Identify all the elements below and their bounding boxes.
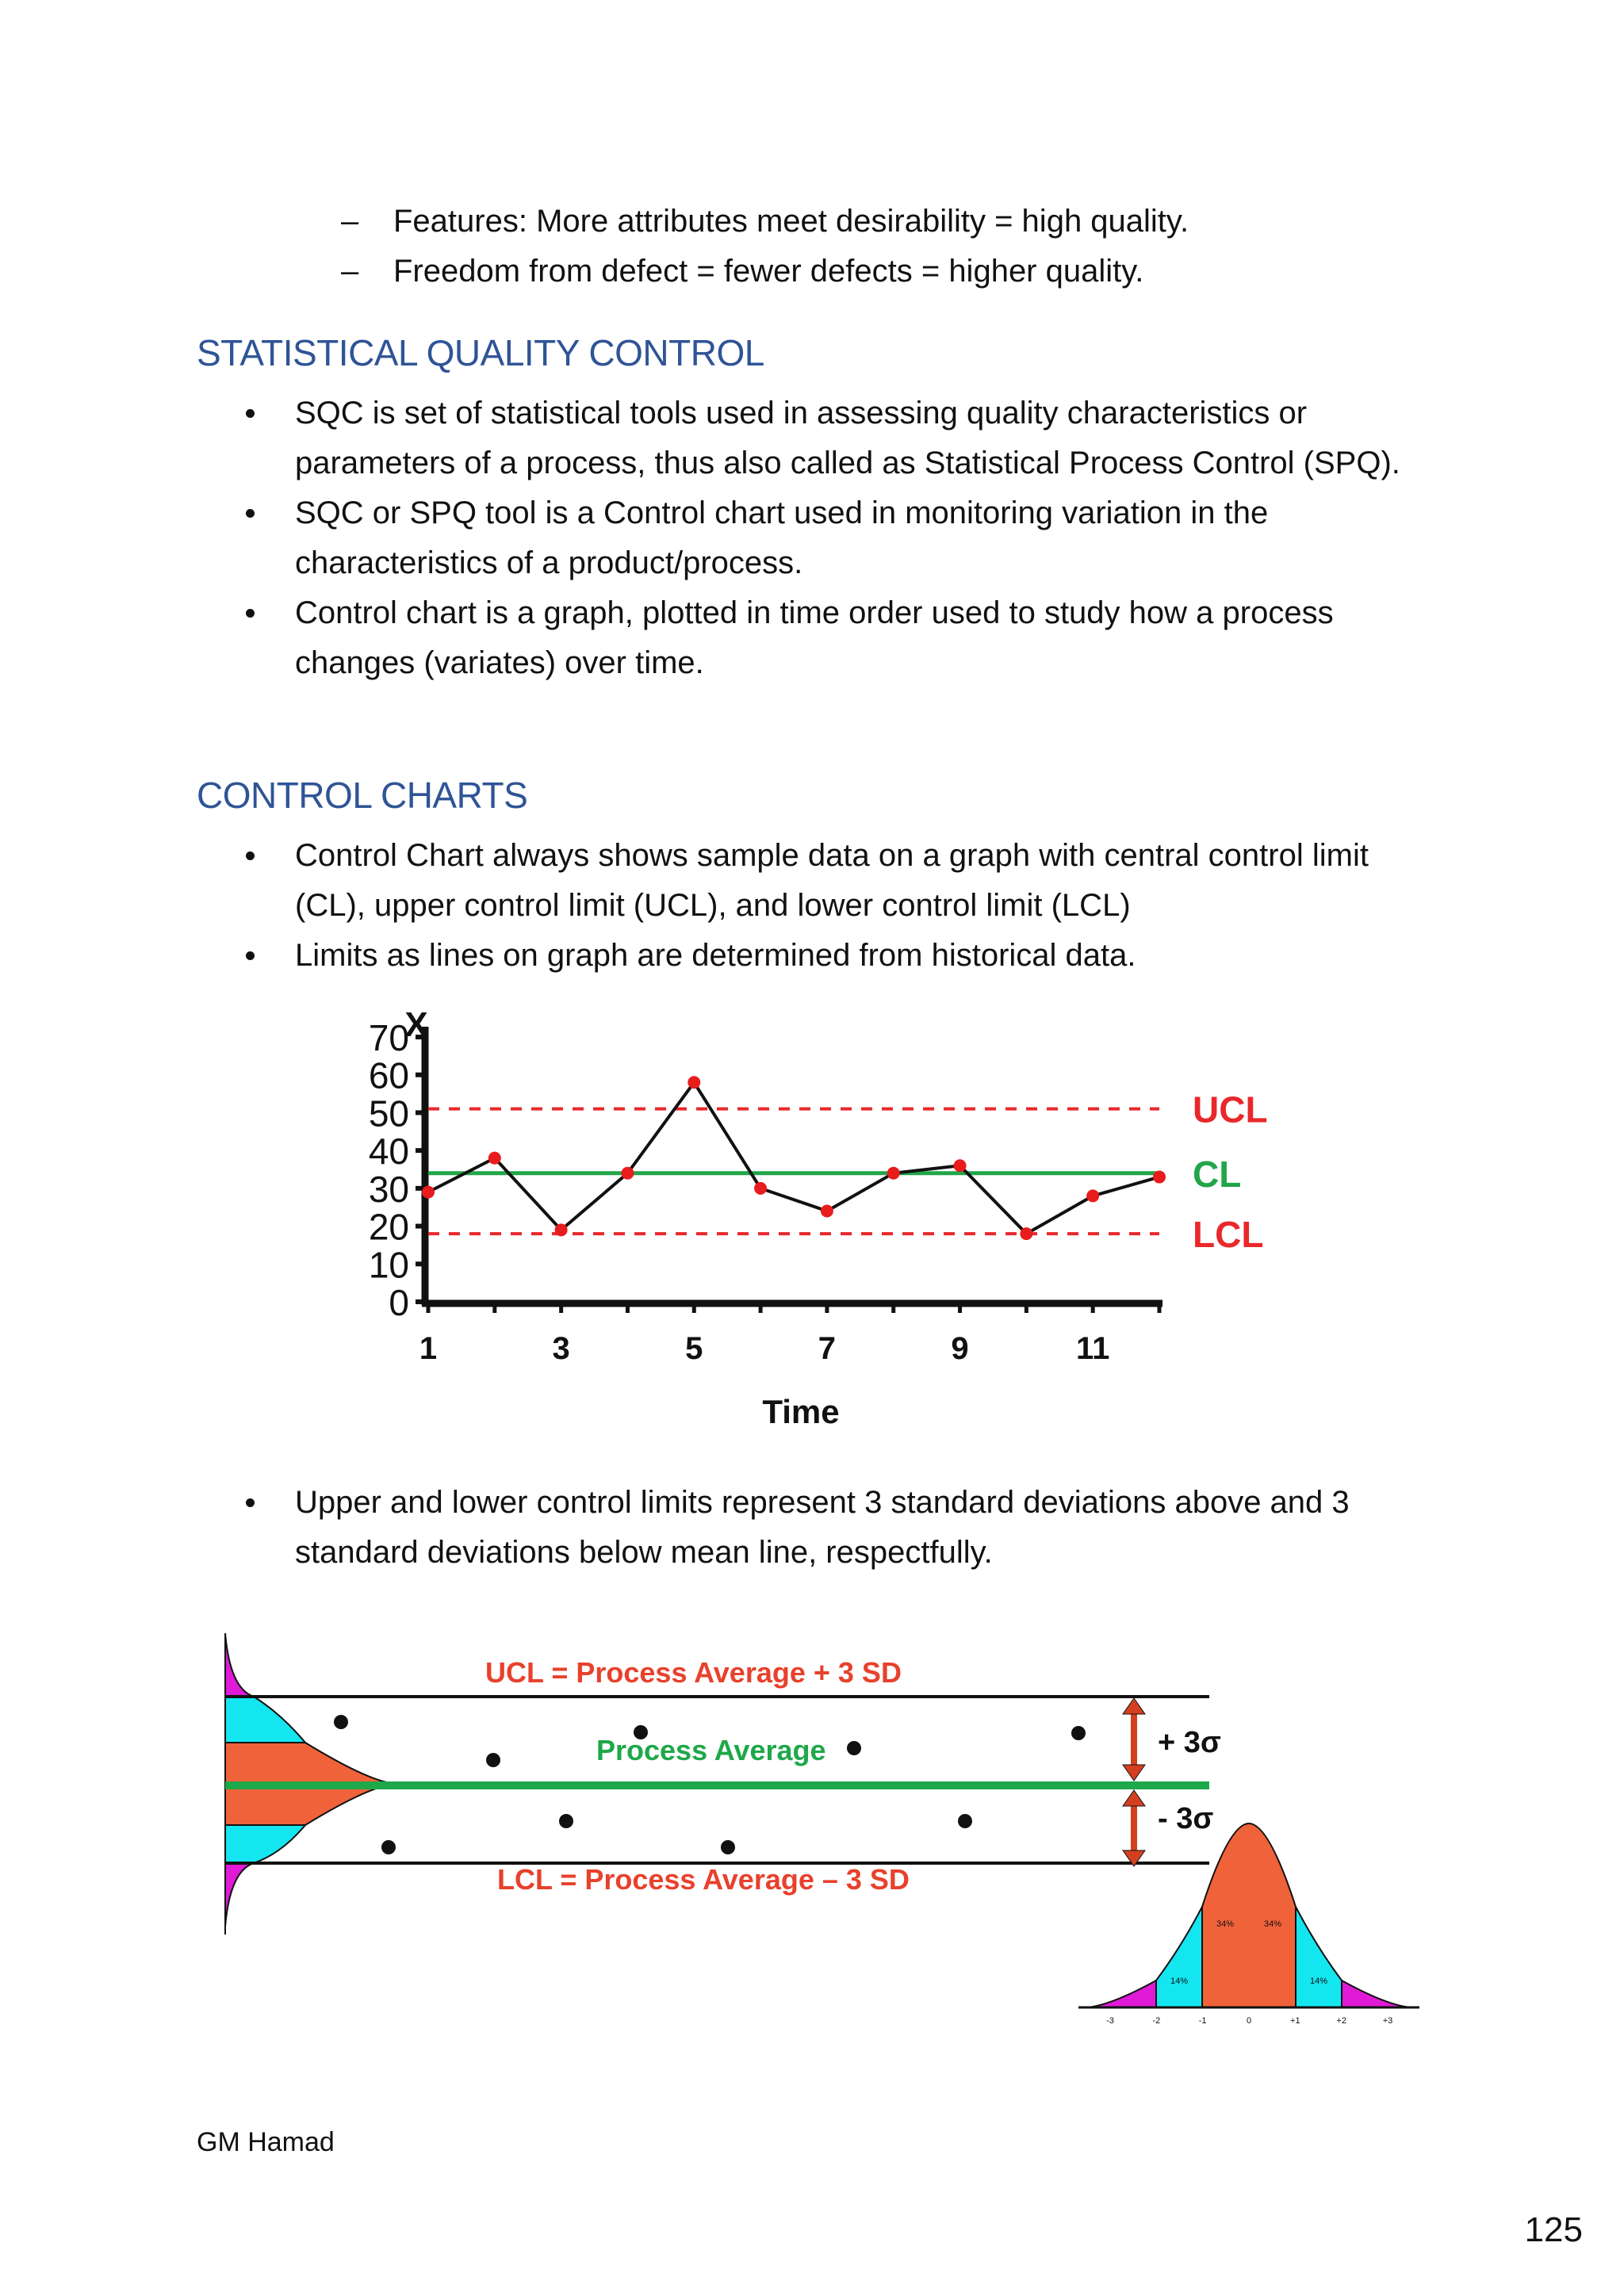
list-item: [246, 931, 1435, 981]
data-point: [754, 1182, 767, 1195]
process-average-label: Process Average: [596, 1734, 826, 1766]
x-tick-label: 5: [685, 1331, 703, 1366]
x-tick-label: 3: [552, 1331, 570, 1366]
x-tick-label: 11: [1076, 1331, 1110, 1366]
control-limit-lines: [428, 1089, 1268, 1255]
data-point: [555, 1223, 568, 1236]
list-item: [341, 197, 1451, 247]
series-line: [428, 1082, 1159, 1234]
control-bullet-list: [246, 831, 1435, 981]
y-tick-label: 40: [368, 1131, 409, 1173]
sample-point: [1071, 1726, 1086, 1740]
data-point: [954, 1159, 967, 1172]
y-tick-label: 70: [368, 1017, 409, 1058]
list-item: [341, 247, 1451, 297]
left-bell-mid-top: [225, 1697, 305, 1743]
y-tick-label: 10: [368, 1244, 409, 1286]
data-point: [887, 1167, 900, 1180]
sqc-heading: STATISTICAL QUALITY CONTROL: [197, 332, 764, 373]
y-tick-label: 0: [389, 1282, 409, 1323]
y-tick-label: 50: [368, 1093, 409, 1135]
page-number: 125: [1524, 2210, 1583, 2249]
bell-pct-mid-left: 14%: [1170, 1976, 1189, 1986]
x-tick-label: 1: [419, 1331, 438, 1366]
bell-axis-label: -1: [1198, 2016, 1207, 2026]
sample-point: [381, 1840, 396, 1854]
bullet-dot: [246, 1498, 255, 1507]
bell-mid-right: [1296, 1907, 1342, 2007]
dash-marker: –: [341, 254, 359, 289]
plus-sigma-label: + 3σ: [1158, 1726, 1221, 1759]
control-charts-heading: CONTROL CHARTS: [197, 775, 528, 816]
data-point: [1086, 1189, 1099, 1202]
y-tick-label: 60: [368, 1054, 409, 1096]
bell-axis-label: 0: [1246, 2016, 1252, 2026]
data-series: [422, 1076, 1166, 1240]
data-point: [821, 1204, 833, 1217]
bullet-dot: [246, 851, 255, 860]
footer-author: GM Hamad: [197, 2127, 335, 2157]
list-item: [246, 831, 1435, 931]
bell-axis-label: +1: [1290, 2016, 1300, 2026]
sample-point: [559, 1814, 573, 1828]
list-item-text: Limits as lines on graph are determined from historical data.: [295, 938, 1136, 973]
sqc-bullet-list: [246, 388, 1435, 688]
list-item-text: SQC or SPQ tool is a Control chart used in monitoring variation in the characteristics of a product/process.: [295, 496, 1269, 580]
data-point: [688, 1076, 700, 1089]
left-bell-outer-bottom: [225, 1863, 254, 1927]
bell-mid-left: [1156, 1907, 1202, 2007]
minus-sigma-arrow: [1123, 1790, 1145, 1866]
ucl-formula-label: UCL = Process Average + 3 SD: [485, 1656, 902, 1689]
list-item-text: Control Chart always shows sample data on a graph with central control limit (CL), upper control limit (UCL), and lower control limit (LCL): [295, 838, 1369, 923]
x-tick-label: 7: [818, 1331, 837, 1366]
lcl-formula-label: LCL = Process Average – 3 SD: [497, 1863, 910, 1896]
plus-sigma-arrow: [1123, 1698, 1145, 1781]
control-chart: [333, 1003, 1316, 1447]
data-point: [422, 1186, 435, 1199]
data-point: [488, 1152, 501, 1165]
y-axis-ticks: [369, 1017, 425, 1323]
bell-axis-label: -2: [1152, 2016, 1161, 2026]
sample-point: [847, 1741, 861, 1755]
list-item-text: Upper and lower control limits represent 3 standard deviations above and 3 standard deviations below mean line, respectfully.: [295, 1485, 1350, 1570]
x-axis-label: Time: [762, 1393, 840, 1430]
list-item: [246, 488, 1435, 588]
data-point: [1020, 1227, 1032, 1240]
list-item-text: Features: More attributes meet desirability = high quality.: [393, 204, 1189, 239]
y-tick-label: 20: [368, 1206, 409, 1248]
lcl-label: LCL: [1193, 1214, 1264, 1256]
list-item: [246, 588, 1435, 688]
bell-axis-labels: [1106, 2016, 1392, 2026]
cl-label: CL: [1193, 1153, 1242, 1195]
list-item-text: Control chart is a graph, plotted in time order used to study how a process changes (variates) over time.: [295, 595, 1334, 680]
list-item: [246, 1478, 1435, 1578]
bullet-dot: [246, 609, 255, 618]
process-limits-diagram: [198, 1625, 1427, 2038]
minus-sigma-label: - 3σ: [1158, 1802, 1214, 1835]
sample-point: [486, 1753, 500, 1767]
bullet-dot: [246, 509, 255, 518]
list-item-text: SQC is set of statistical tools used in assessing quality characteristics or parameters of a process, thus also called as Statistical Process Control (SPQ).: [295, 396, 1400, 480]
bullet-dot: [246, 951, 255, 960]
bell-pct-inner-left: 34%: [1216, 1919, 1235, 1929]
y-tick-label: 30: [368, 1168, 409, 1210]
left-bell-mid-bottom: [225, 1825, 305, 1863]
bell-inner: [1202, 1823, 1296, 2007]
bell-pct-mid-right: 14%: [1309, 1976, 1328, 1986]
data-point: [1153, 1171, 1166, 1184]
bell-outer-left: [1086, 1980, 1156, 2007]
sample-point: [334, 1715, 348, 1729]
limits-bullet-list: [246, 1478, 1435, 1578]
list-item: [246, 388, 1435, 488]
x-axis-ticks: [419, 1303, 1159, 1366]
sample-point: [721, 1840, 735, 1854]
ucl-label: UCL: [1193, 1089, 1268, 1131]
left-bell-outer-top: [225, 1633, 254, 1697]
bell-outer-right: [1342, 1980, 1411, 2007]
bell-axis-label: +2: [1336, 2016, 1346, 2026]
sample-point: [958, 1814, 972, 1828]
bell-axis-label: -3: [1106, 2016, 1114, 2026]
y-axis-label: X: [404, 1005, 428, 1044]
list-item-text: Freedom from defect = fewer defects = higher quality.: [393, 254, 1144, 289]
chart-axes: [422, 1027, 1162, 1305]
x-tick-label: 9: [951, 1331, 969, 1366]
data-point: [621, 1167, 634, 1180]
dash-marker: –: [341, 204, 359, 239]
quality-dash-list: [341, 197, 1451, 297]
bell-axis-label: +3: [1382, 2016, 1393, 2026]
bullet-dot: [246, 409, 255, 418]
bell-pct-inner-right: 34%: [1263, 1919, 1282, 1929]
